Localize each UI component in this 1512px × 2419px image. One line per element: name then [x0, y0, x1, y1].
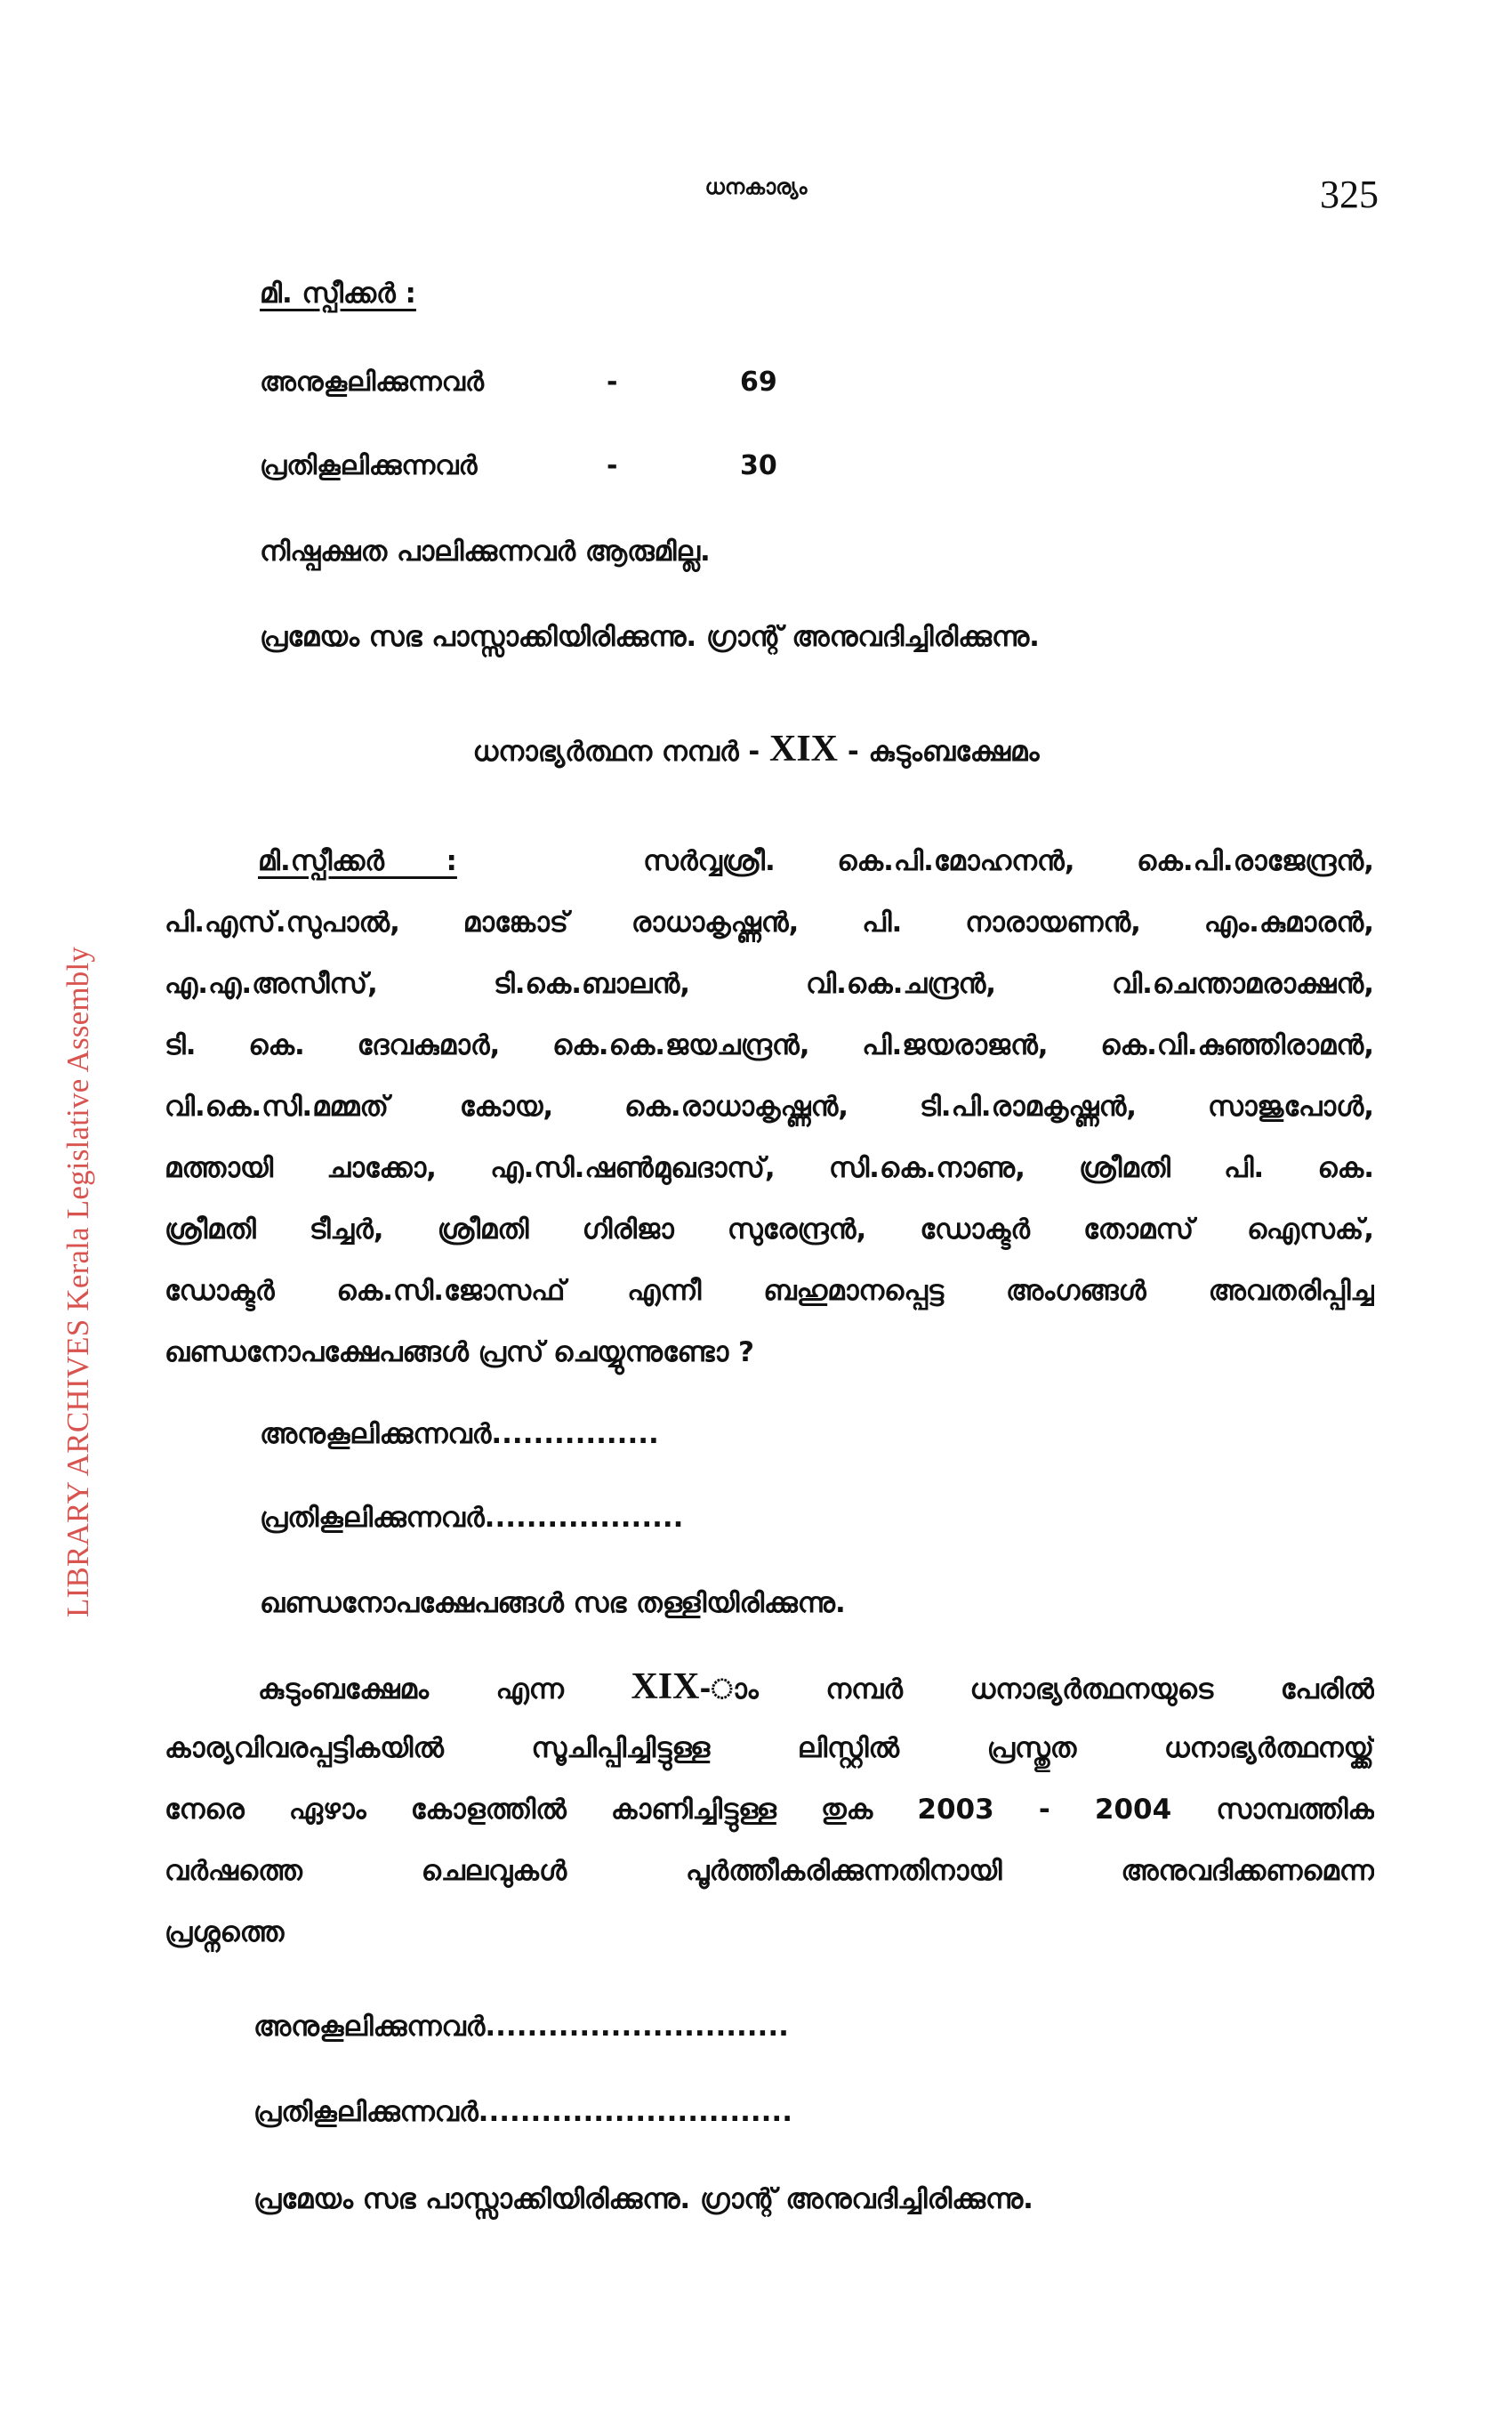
paragraph-line: കുടുംബക്ഷേമം എന്ന XIX-ാം നമ്പർ ധനാഭ്യർത്ഥനയുടെ പേരിൽ	[258, 1666, 1374, 1707]
paragraph-line: ശ്രീമതി ടീച്ചർ, ശ്രീമതി ഗിരിജാ സുരേന്ദ്രൻ, ഡോക്ടർ തോമസ് ഐസക്,	[165, 1214, 1374, 1246]
inline-roman-numeral: XIX	[631, 1666, 700, 1707]
vote-row-ayes-1	[260, 367, 777, 398]
paragraph-line: ടി. കെ. ദേവകുമാർ, കെ.കെ.ജയചന്ദ്രൻ, പി.ജയരാജൻ, കെ.വി.കുഞ്ഞിരാമൻ,	[165, 1029, 1374, 1061]
speaker-paragraph	[165, 831, 1374, 1383]
heading-prefix: ധനാഭ്യർത്ഥന നമ്പർ -	[472, 736, 769, 768]
noes-count: 30	[740, 450, 777, 481]
noes-label: പ്രതികൂലിക്കുന്നവർ	[260, 450, 478, 481]
running-head: ധനകാര്യം	[704, 174, 808, 199]
paragraph-line: കാര്യവിവരപ്പട്ടികയിൽ സൂചിപ്പിച്ചിട്ടുള്ള ലിസ്റ്റിൽ പ്രസ്തുത ധനാഭ്യർത്ഥനയ്ക്ക്	[165, 1732, 1374, 1764]
noes-line-2: പ്രതികൂലിക്കുന്നവർ...................	[260, 1502, 684, 1534]
paragraph-line: പി.എസ്.സുപാൽ, മാങ്കോട് രാധാകൃഷ്ണൻ, പി. നാരായണൻ, എം.കുമാരൻ,	[165, 907, 1374, 939]
paragraph-line: നേരെ ഏഴാം കോളത്തിൽ കാണിച്ചിട്ടുള്ള തുക 2003 - 2004 സാമ്പത്തിക	[165, 1794, 1374, 1826]
ayes-line-3: അനുകൂലിക്കുന്നവർ.............................	[253, 2011, 789, 2043]
paragraph-line: പ്രശ്നത്തെ	[165, 1916, 285, 1948]
heading-suffix: - കുടുംബക്ഷേമം	[847, 736, 1040, 768]
paragraph-line: മി.സ്പീക്കർ : സർവ്വശ്രീ. കെ.പി.മോഹനൻ, കെ.പി.രാജേന്ദ്രൻ,	[258, 845, 1374, 877]
neutral-statement: നിഷ്പക്ഷത പാലിക്കുന്നവർ ആരുമില്ല.	[260, 536, 711, 568]
demand-heading	[0, 728, 1512, 770]
paragraph-line: വി.കെ.സി.മമ്മത് കോയ, കെ.രാധാകൃഷ്ണൻ, ടി.പി.രാമകൃഷ്ണൻ, സാജുപോൾ,	[165, 1091, 1374, 1123]
paragraph-line: മത്തായി ചാക്കോ, എ.സി.ഷൺമുഖദാസ്, സി.കെ.നാണു, ശ്രീമതി പി. കെ.	[165, 1152, 1374, 1184]
ayes-dash: -	[607, 367, 618, 398]
result-statement-2: പ്രമേയം സഭ പാസ്സാക്കിയിരിക്കുന്നു. ഗ്രാന്റ് അനുവദിച്ചിരിക്കുന്നു.	[253, 2183, 1033, 2215]
speaker-label-2: മി.സ്പീക്കർ :	[258, 845, 457, 877]
paragraph-line: ഖണ്ഡനോപക്ഷേപങ്ങൾ പ്രസ് ചെയ്യുന്നുണ്ടോ ?	[165, 1336, 754, 1368]
demand-paragraph	[165, 1657, 1374, 1963]
paragraph-line: വർഷത്തെ ചെലവുകൾ പൂർത്തീകരിക്കുന്നതിനായി അനുവദിക്കണമെന്ന	[165, 1855, 1374, 1887]
archive-side-stamp: LIBRARY ARCHIVES Kerala Legislative Assembly	[60, 946, 95, 1617]
ayes-count: 69	[740, 367, 777, 398]
noes-line-3: പ്രതികൂലിക്കുന്നവർ..............................	[253, 2096, 792, 2128]
noes-dash: -	[607, 450, 618, 481]
ayes-label: അനുകൂലിക്കുന്നവർ	[260, 367, 484, 398]
heading-roman-numeral: XIX	[769, 729, 839, 770]
ayes-line-2: അനുകൂലിക്കുന്നവർ................	[260, 1418, 659, 1450]
vote-row-noes-1	[260, 450, 777, 481]
speaker-label-1: മി. സ്പീക്കർ :	[260, 278, 416, 310]
result-statement-1: പ്രമേയം സഭ പാസ്സാക്കിയിരിക്കുന്നു. ഗ്രാന്റ് അനുവദിച്ചിരിക്കുന്നു.	[260, 621, 1040, 653]
rejection-statement: ഖണ്ഡനോപക്ഷേപങ്ങൾ സഭ തള്ളിയിരിക്കുന്നു.	[260, 1587, 846, 1619]
paragraph-line: എ.എ.അസീസ്, ടി.കെ.ബാലൻ, വി.കെ.ചന്ദ്രൻ, വി.ചെന്താമരാക്ഷൻ,	[165, 968, 1374, 1000]
page-number: 325	[1320, 173, 1379, 216]
paragraph-line: ഡോക്ടർ കെ.സി.ജോസഫ് എന്നീ ബഹുമാനപ്പെട്ട അംഗങ്ങൾ അവതരിപ്പിച്ച	[165, 1275, 1374, 1307]
